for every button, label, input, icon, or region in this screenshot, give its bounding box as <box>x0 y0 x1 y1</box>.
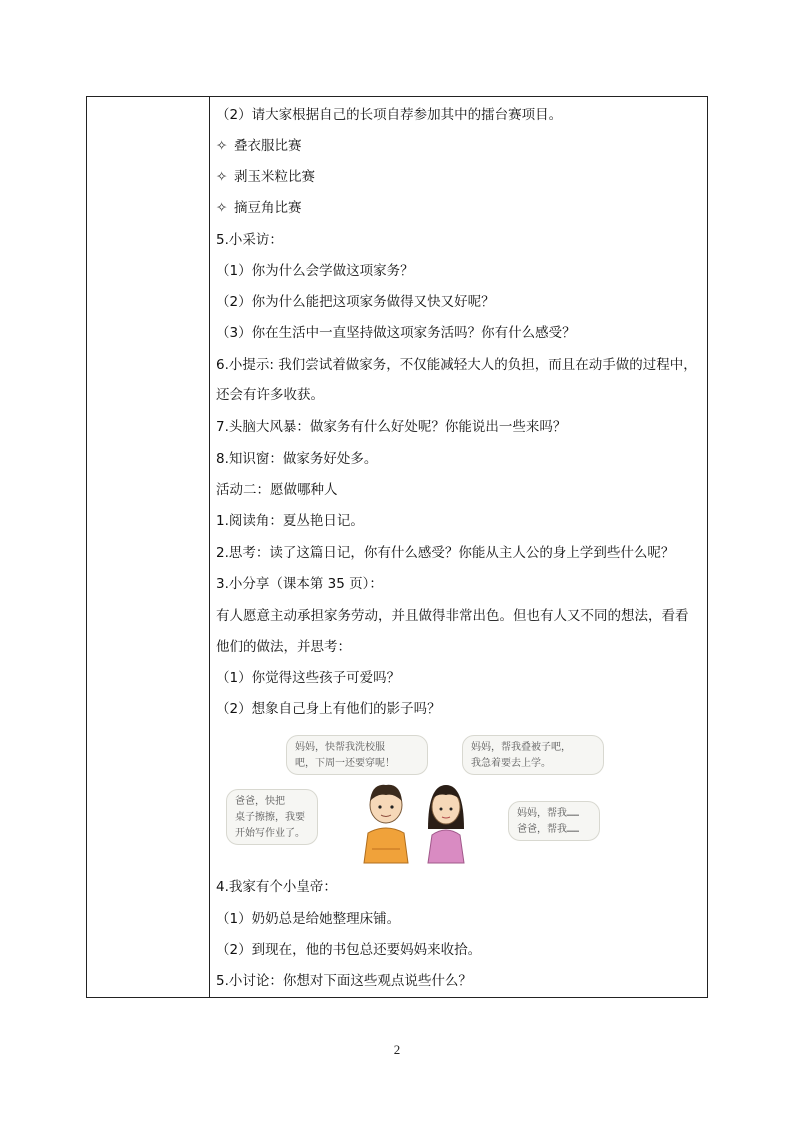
girl-figure <box>428 785 464 863</box>
speech-bubble-4: 妈妈，帮我…… 爸爸，帮我…… <box>508 801 600 841</box>
text-line: 8.知识窗：做家务好处多。 <box>216 451 378 467</box>
text-line: 4.我家有个小皇帝： <box>216 879 337 895</box>
list-item: ✧ 剥玉米粒比赛 <box>216 169 315 185</box>
list-item: ✧ 摘豆角比赛 <box>216 200 302 216</box>
bullet-icon: ✧ <box>216 138 228 154</box>
text-line: 7.头脑大风暴：做家务有什么好处呢？你能说出一些来吗？ <box>216 419 567 435</box>
left-column-cell <box>87 97 210 997</box>
text-line: （1）你觉得这些孩子可爱吗？ <box>216 670 401 686</box>
list-item: ✧ 叠衣服比赛 <box>216 138 302 154</box>
text-line: 有人愿意主动承担家务劳动，并且做得非常出色。但也有人又不同的想法，看看 <box>216 608 689 624</box>
boy-figure <box>364 785 408 863</box>
content-cell <box>216 97 701 997</box>
text-line: （1）你为什么会学做这项家务？ <box>216 263 414 279</box>
text-line: （2）请大家根据自己的长项自荐参加其中的擂台赛项目。 <box>216 107 563 123</box>
text-line: （2）到现在，他的书包总还要妈妈来收拾。 <box>216 942 482 958</box>
text-line: 5.小采访： <box>216 232 283 248</box>
text-line: 2.思考：读了这篇日记，你有什么感受？你能从主人公的身上学到些什么呢？ <box>216 545 675 561</box>
text-line: （2）你为什么能把这项家务做得又快又好呢？ <box>216 294 495 310</box>
bullet-icon: ✧ <box>216 169 228 185</box>
text-line: 5.小讨论：你想对下面这些观点说些什么？ <box>216 973 472 989</box>
text-line: （3）你在生活中一直坚持做这项家务活吗？你有什么感受？ <box>216 325 576 341</box>
text-line: （1）奶奶总是给她整理床铺。 <box>216 911 401 927</box>
children-drawing <box>216 729 696 869</box>
section-heading: 活动二：愿做哪种人 <box>216 482 338 498</box>
bullet-icon: ✧ <box>216 200 228 216</box>
text-line: 1.阅读角：夏丛艳日记。 <box>216 513 364 529</box>
text-line: 还会有许多收获。 <box>216 387 324 403</box>
page-number: 2 <box>393 1042 401 1057</box>
speech-bubble-1: 妈妈，快帮我洗校服 吧，下周一还要穿呢！ <box>286 735 428 775</box>
text-line: （2）想象自己身上有他们的影子吗？ <box>216 701 441 717</box>
speech-bubble-2: 妈妈，帮我叠被子吧， 我急着要去上学。 <box>462 735 604 775</box>
text-line: 3.小分享（课本第 35 页）： <box>216 576 383 592</box>
speech-bubble-3: 爸爸，快把 桌子擦擦，我要 开始写作业了。 <box>226 789 318 845</box>
text-line: 他们的做法，并思考： <box>216 639 351 655</box>
text-line: 6.小提示: 我们尝试着做家务，不仅能减轻大人的负担，而且在动手做的过程中， <box>216 357 697 373</box>
document-table <box>86 96 708 998</box>
illustration <box>216 729 696 869</box>
